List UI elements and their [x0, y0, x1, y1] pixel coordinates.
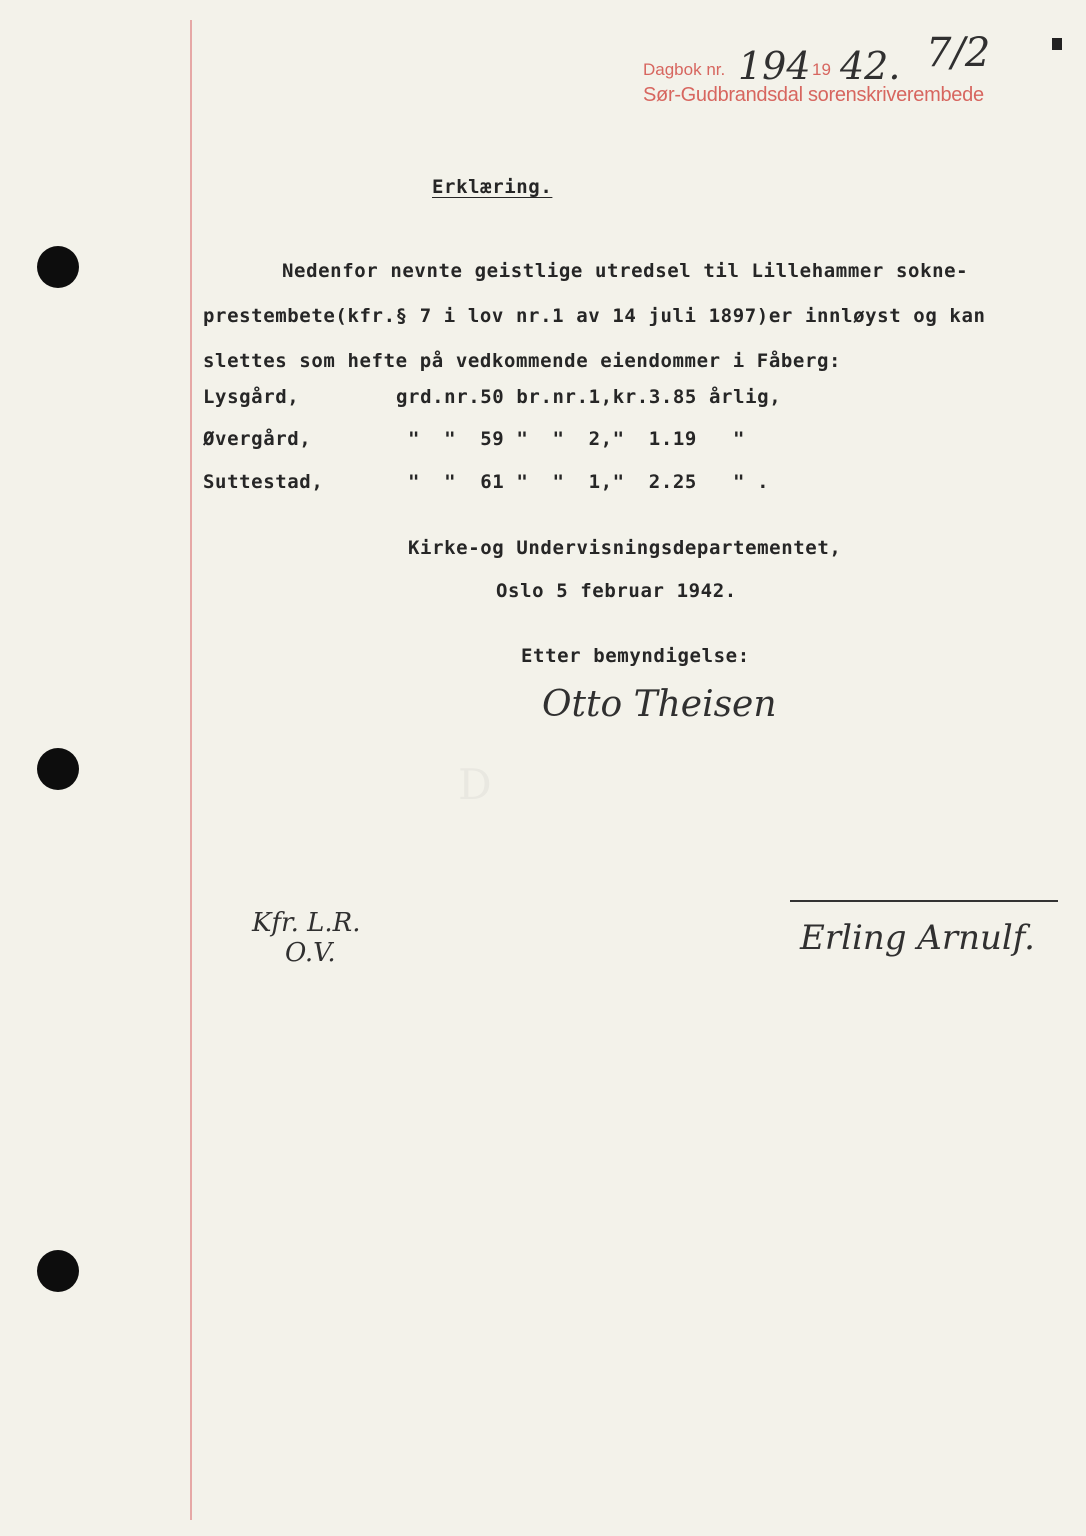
signature-line: [790, 900, 1058, 902]
handwritten-year: 42.: [840, 44, 901, 88]
official-signature: Otto Theisen: [542, 684, 777, 725]
property-name-3: Suttestad,: [203, 471, 324, 493]
punch-hole-top: [37, 246, 79, 288]
body-line-1: Nedenfor nevnte geistlige utredsel til Lillehammer sokne-: [282, 260, 969, 282]
property-details-1: grd.nr.50 br.nr.1,kr.3.85 årlig,: [396, 386, 782, 408]
faint-stamp-mark: D: [458, 760, 492, 809]
property-name-1: Lysgård,: [203, 386, 300, 408]
stamp-year-prefix: 19: [812, 60, 831, 79]
handwritten-date: 7/2: [926, 30, 991, 76]
punch-hole-middle: [37, 748, 79, 790]
property-details-3: " " 61 " " 1," 2.25 " .: [408, 471, 770, 493]
body-line-3: slettes som hefte på vedkommende eiendommer i Fåberg:: [203, 350, 842, 372]
property-name-2: Øvergård,: [203, 428, 312, 450]
stamp-dagbok-label: Dagbok nr.: [643, 60, 726, 79]
document-title: Erklæring.: [432, 176, 553, 198]
handwritten-dagbok-number: 194: [738, 44, 811, 88]
punch-hole-bottom: [37, 1250, 79, 1292]
body-line-2: prestembete(kfr.§ 7 i lov nr.1 av 14 juli 1897)er innløyst og kan: [203, 305, 986, 327]
authorization-line: Etter bemyndigelse:: [521, 645, 750, 667]
red-margin-line: [190, 20, 192, 1520]
department-name: Kirke-og Undervisningsdepartementet,: [408, 537, 842, 559]
page-corner-mark: [1052, 38, 1062, 50]
handwritten-reference-note: Kfr. L.R. O.V.: [252, 908, 361, 968]
stamp-office-name: Sør-Gudbrandsdal sorenskriverembede: [643, 84, 984, 106]
property-details-2: " " 59 " " 2," 1.19 ": [408, 428, 746, 450]
registrar-signature: Erling Arnulf.: [800, 918, 1035, 958]
place-and-date: Oslo 5 februar 1942.: [496, 580, 737, 602]
